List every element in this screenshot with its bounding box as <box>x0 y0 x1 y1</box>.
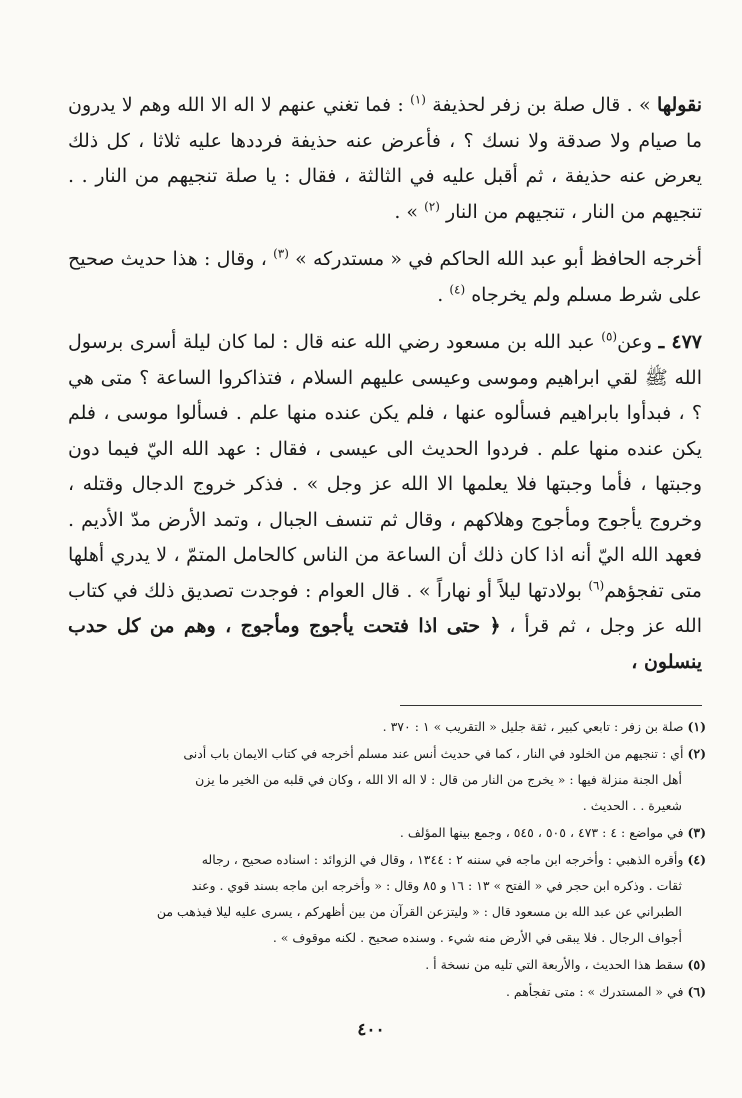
footnote-text: أي : تنجيهم من الخلود في النار ، كما في حديث أنس عند مسلم أخرجه في كتاب الايمان باب أدنى <box>183 746 684 761</box>
paragraph-text: وعن <box>617 331 659 353</box>
footnote-number: (٢) <box>687 746 706 761</box>
footnote-ref[interactable]: (٢) <box>424 199 440 214</box>
footnote-text: أهل الجنة منزلة فيها : « يخرج من النار من قال : لا اله الا الله ، وكان في قلبه من الخير ما يزن <box>195 772 682 787</box>
footnote-text: في مواضع : ٤ : ٤٧٣ ، ٥٠٥ ، ٥٤٥ ، وجمع بينها المؤلف . <box>399 825 684 840</box>
paragraph-text: » . قال صلة بن زفر لحذيفة <box>425 94 657 116</box>
footnote-divider <box>400 705 702 706</box>
paragraph-1 <box>68 88 702 230</box>
footnote-text: ثقات . وذكره ابن حجر في « الفتح » ١٣ : ١٦ و ٨٥ وقال : « وأخرجه ابن ماجه بسند قوي . وعند <box>191 878 682 893</box>
paragraph-text: : فما تغني عنهم لا اله الا الله وهم لا يدرون ما صيام ولا صدقة ولا نسك ؟ ، فأعرض عنه حذيفة فرددها عليه ثلاثا ، كل ذلك يعرض عنه حذيفة ، ثم أقبل عليه في الثالثة ، فقال : يا صلة تنجيهم من النار . . تنجيهم من النار ، تنجيهم من النار <box>68 94 702 223</box>
footnote-number: (١) <box>687 719 706 734</box>
footnote <box>66 820 706 846</box>
paragraph-text: عبد الله بن مسعود رضي الله عنه قال : لما كان ليلة أسرى برسول الله ﷺ لقي ابراهيم وموسى وعيسى عليهم السلام ، فتذاكروا الساعة ؟ متى هي ؟ ، فبدأوا بابراهيم فسألوه عنها ، فلم يكن عنده منها علم . فسألوا موسى ، فلم يكن عنده منها علم . فردوا الحديث الى عيسى ، فقال : عهد الله اليّ فيما دون وجبتها ، فأما وجبتها فلا يعلمها الا الله عز وجل » . فذكر خروج الدجال وقتله ، وخروج يأجوج ومأجوج وهلاكهم ، وقال ثم تنسف الجبال ، وتمد الأرض مدّ الأديم . فعهد الله اليّ أنه اذا كان ذلك أن الساعة من الناس كالحامل المتمّ ، لا يدري أهلها متى تفجؤهم <box>68 331 702 602</box>
paragraph-2 <box>68 242 702 313</box>
footnote-text: الطبراني عن عبد الله بن مسعود قال : « وليتزعن القرآن من بين أظهركم ، يسرى عليه ليلا فيذهب من <box>156 904 682 919</box>
paragraph-text: . <box>437 283 450 306</box>
footnote-ref[interactable]: (٣) <box>273 246 289 261</box>
footnote-ref[interactable]: (٤) <box>449 282 466 297</box>
lead-word: نقولها <box>656 94 702 116</box>
footnote-text: سقط هذا الحديث ، والأربعة التي تليه من نسخة أ . <box>425 957 684 972</box>
hadith-number: ٤٧٧ ـ <box>658 331 703 353</box>
paragraph-text: ، وقال : هذا حديث صحيح على شرط مسلم ولم يخرجاه <box>68 248 702 306</box>
footnote <box>66 979 706 1005</box>
footnote-number: (٥) <box>687 957 706 972</box>
footnote <box>66 847 706 951</box>
footnote-text: شعيرة . . الحديث . <box>582 798 682 813</box>
paragraph-text: » . <box>394 200 425 223</box>
footnote <box>66 741 706 819</box>
page-number: ٤٠٠ <box>357 1020 385 1040</box>
footnote-text: في « المستدرك » : متى تفجأهم . <box>505 984 684 999</box>
footnote-ref[interactable]: (٦) <box>588 578 605 593</box>
footnote-ref[interactable]: (١) <box>410 92 426 107</box>
paragraph-text: بولادتها ليلاً أو نهاراً » . قال العوام : فوجدت تصديق ذلك في كتاب الله عز وجل ، ثم قرأ ، <box>68 579 702 637</box>
footnote-number: (٦) <box>687 984 706 999</box>
main-text <box>68 88 702 680</box>
footnotes <box>66 714 706 1006</box>
footnote <box>66 714 706 740</box>
footnote-number: (٤) <box>687 852 706 867</box>
paragraph-3 <box>68 325 702 680</box>
footnote-text: أجواف الرجال . فلا يبقى في الأرض منه شيء . وسنده صحيح . لكنه موقوف » . <box>272 930 682 945</box>
footnote-text: صلة بن زفر : تابعي كبير ، ثقة جليل « التقريب » ١ : ٣٧٠ . <box>382 719 684 734</box>
footnote-text: وأقره الذهبي : وأخرجه ابن ماجه في سننه ٢ : ١٣٤٤ ، وقال في الزوائد : اسناده صحيح ، رجاله <box>201 852 684 867</box>
footnote-number: (٣) <box>687 825 706 840</box>
paragraph-text: أخرجه الحافظ أبو عبد الله الحاكم في « مستدركه » <box>288 248 703 270</box>
quran-verse: ﴿ حتى اذا فتحت يأجوج ومأجوج ، وهم من كل حدب ينسلون ، <box>68 615 702 673</box>
footnote-ref[interactable]: (٥) <box>601 329 618 344</box>
footnote <box>66 952 706 978</box>
